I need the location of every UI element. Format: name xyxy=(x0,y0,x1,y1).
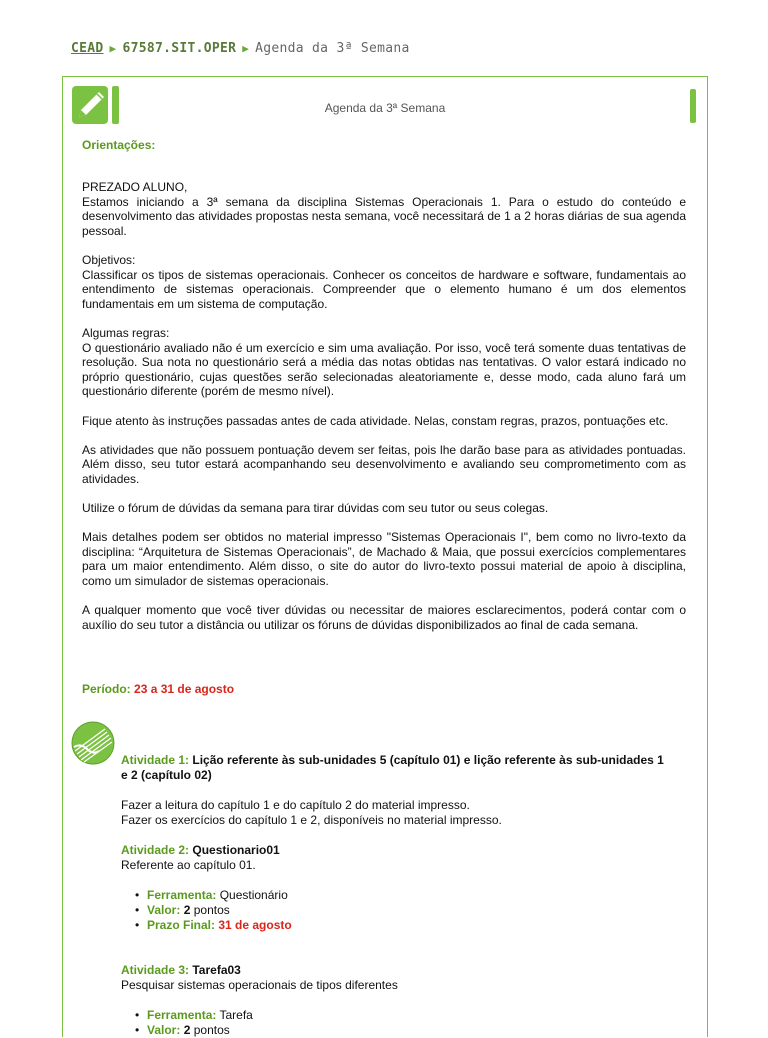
activity-deadline xyxy=(147,918,669,933)
deadline-label: Prazo Final: xyxy=(147,918,216,932)
paragraph-objectives: Objetivos: Classificar os tipos de sistemas operacionais. Conhecer os conceitos de hardware e software, fundamentais ao entendimento de sistemas operacionais. Compreender que o elemento humano é um dos elementos fundamentais em um sistema de computação. xyxy=(82,252,686,311)
tool-label: Ferramenta: xyxy=(147,888,217,902)
activity-tool xyxy=(147,1008,669,1023)
breadcrumb-root-link[interactable]: CEAD xyxy=(71,41,104,56)
activity-properties xyxy=(121,1008,669,1038)
agenda-panel xyxy=(62,76,708,1037)
activity-item xyxy=(121,963,669,1038)
activity-name: Questionario01 xyxy=(192,843,280,857)
paragraph-instructions: Fique atento às instruções passadas antes de cada atividade. Nelas, constam regras, prazos, pontuações etc. xyxy=(82,413,669,428)
activity-label: Atividade 2: xyxy=(121,843,190,857)
paragraph-greeting: PREZADO ALUNO, Estamos iniciando a 3ª semana da disciplina Sistemas Operacionais 1. Para o estudo do conteúdo e desenvolvimento das atividades propostas nesta semana, você necessitará de 1 a 2 horas diárias de sua agenda pessoal. xyxy=(82,180,686,238)
breadcrumb-current: Agenda da 3ª Semana xyxy=(255,41,410,56)
breadcrumb-course-link[interactable]: 67587.SIT.OPER xyxy=(122,41,237,56)
deadline-value: 31 de agosto xyxy=(218,918,292,932)
paragraph-support: A qualquer momento que você tiver dúvidas ou necessitar de maiores esclarecimentos, poderá contar com o auxílio do seu tutor a distância ou utilizar os fóruns de dúvidas disponibilizados ao final de cada semana. xyxy=(82,603,686,632)
activity-title xyxy=(121,963,669,978)
value-label: Valor: xyxy=(147,1023,181,1037)
value-unit: pontos xyxy=(193,1023,230,1037)
activity-description: Referente ao capítulo 01. xyxy=(121,858,256,872)
paragraph-materials: Mais detalhes podem ser obtidos no material impresso "Sistemas Operacionais I", bem como no livro-texto da disciplina: “Arquitetura de Sistemas Operacionais”, de Machado & Maia, que possui exercícios complementares para um maior entendimento. Além disso, o site do autor do livro-texto possui material de apoio à disciplina, como um simulador de sistemas operacionais. xyxy=(82,530,686,589)
activity-title xyxy=(121,843,669,858)
period-value: 23 a 31 de agosto xyxy=(134,682,235,696)
activity-item xyxy=(121,753,669,828)
activity-value xyxy=(147,903,669,918)
paragraph-unscored: As atividades que não possuem pontuação devem ser feitas, pois lhe darão base para as atividades pontuadas. Além disso, seu tutor estará acompanhando seu desenvolvimento e avaliando seu comprometimento com as atividades. xyxy=(82,442,686,486)
notebook-icon xyxy=(71,721,115,765)
tool-label: Ferramenta: xyxy=(147,1008,217,1022)
value-label: Valor: xyxy=(147,903,181,917)
activity-name: Tarefa03 xyxy=(192,963,241,977)
activity-description: Fazer a leitura do capítulo 1 e do capítulo 2 do material impresso. Fazer os exercícios do capítulo 1 e 2, disponíveis no material impresso. xyxy=(121,798,502,827)
paragraph-rules: Algumas regras: O questionário avaliado não é um exercício e sim uma avaliação. Por isso, você terá somente duas tentativas de resolução. Sua nota no questionário será a média das notas obtidas nas tentativas. O valor estará indicado no próprio questionário, cujas questões serão selecionadas aleatoriamente e, desse modo, cada aluno fará um questionário diferente (porém de mesmo nível). xyxy=(82,325,686,399)
breadcrumb-separator-icon: ▶ xyxy=(242,42,250,55)
orientation-text xyxy=(82,180,686,647)
activity-label: Atividade 1: xyxy=(121,753,190,767)
tool-value: Questionário xyxy=(219,888,288,902)
value-unit: pontos xyxy=(193,903,230,917)
panel-title: Agenda da 3ª Semana xyxy=(324,101,446,115)
tool-value: Tarefa xyxy=(219,1008,253,1022)
activity-label: Atividade 3: xyxy=(121,963,190,977)
breadcrumb xyxy=(71,41,410,56)
activity-description: Pesquisar sistemas operacionais de tipos diferentes xyxy=(121,978,398,992)
activity-name: Lição referente às sub-unidades 5 (capítulo 01) e lição referente às sub-unidades 1 e 2 (capítulo 02) xyxy=(121,753,664,782)
paragraph-forum: Utilize o fórum de dúvidas da semana para tirar dúvidas com seu tutor ou seus colegas. xyxy=(82,501,549,516)
value-number: 2 xyxy=(183,903,191,917)
activity-item xyxy=(121,843,669,933)
section-heading: Orientações: xyxy=(82,138,156,152)
activity-tool xyxy=(147,888,669,903)
activities-list xyxy=(121,753,669,1038)
activity-properties xyxy=(121,888,669,933)
value-number: 2 xyxy=(183,1023,191,1037)
breadcrumb-separator-icon: ▶ xyxy=(109,42,117,55)
period-label: Período: xyxy=(82,682,131,696)
period xyxy=(82,682,234,696)
activity-value xyxy=(147,1023,669,1038)
activity-title xyxy=(121,753,669,783)
